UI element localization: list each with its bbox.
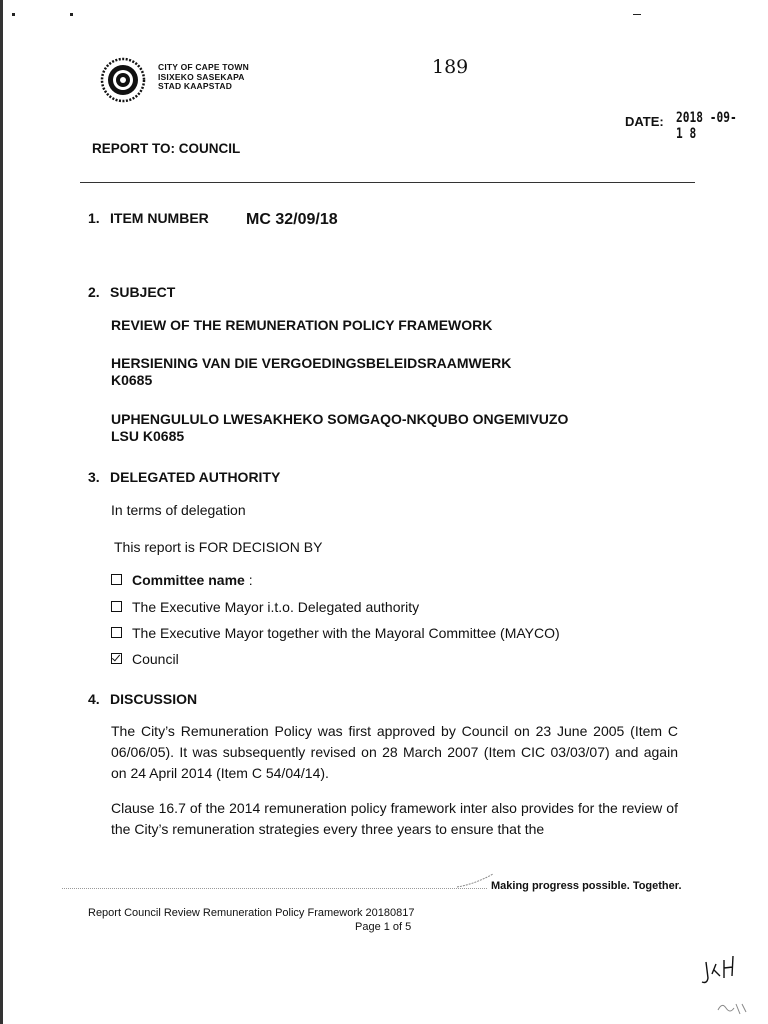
checkbox[interactable] <box>111 574 122 585</box>
option-label: Council <box>132 651 179 667</box>
section-heading: SUBJECT <box>110 284 176 300</box>
discussion-paragraph-2: Clause 16.7 of the 2014 remuneration policy framework inter also provides for the review of the City’s remuneration strategies every three years to ensure that the <box>111 800 678 837</box>
section-heading: ITEM NUMBER <box>110 210 209 226</box>
section-delegated-authority <box>88 469 280 485</box>
option-suffix: : <box>244 572 253 588</box>
org-line-af: STAD KAAPSTAD <box>158 81 233 91</box>
section-number: 3. <box>88 469 100 485</box>
section-heading: DELEGATED AUTHORITY <box>110 469 281 485</box>
option-mayor-mayco <box>111 625 560 641</box>
org-line-xh: ISIXEKO SASEKAPA <box>158 71 245 82</box>
scan-mark <box>70 13 73 16</box>
handwritten-initials-signature <box>700 948 740 988</box>
org-line-en: CITY OF CAPE TOWN <box>158 62 249 72</box>
checked-checkbox[interactable] <box>111 653 122 664</box>
option-label: Committee name <box>132 572 245 588</box>
subject-afrikaans-code: K0685 <box>111 372 153 388</box>
checkbox[interactable] <box>111 601 122 612</box>
footer-dotted-line <box>62 888 487 889</box>
footer-page-number: Page 1 of 5 <box>355 921 412 933</box>
option-executive-mayor <box>111 599 419 615</box>
discussion-paragraph-1: The City’s Remuneration Policy was first approved by Council on 23 June 2005 (Item C 06/06/05). It was subsequently revised on 28 March 2007 (Item CIC 03/03/07) and again on 24 April 2014 (Item C 54/04/14). <box>111 723 678 781</box>
city-logo-icon <box>100 57 146 103</box>
section-number: 2. <box>88 284 100 300</box>
section-number: 1. <box>88 210 100 226</box>
report-to-heading: REPORT TO: COUNCIL <box>92 141 241 156</box>
footer-tagline: Making progress possible. Together. <box>491 880 682 892</box>
checkbox[interactable] <box>111 627 122 638</box>
option-label: The Executive Mayor i.t.o. Delegated authority <box>132 599 420 615</box>
subject-english: REVIEW OF THE REMUNERATION POLICY FRAMEWORK <box>111 317 493 333</box>
section-discussion <box>88 691 197 707</box>
option-council <box>111 651 179 667</box>
date-stamp-value: 2018 -09- 1 8 <box>676 110 737 142</box>
organisation-name <box>158 63 249 92</box>
page-stamp-number: 189 <box>432 56 469 78</box>
section-heading: DISCUSSION <box>110 691 198 707</box>
subject-xhosa-code: LSU K0685 <box>111 428 185 444</box>
scan-edge-line <box>0 0 3 1024</box>
option-committee-name <box>111 572 253 588</box>
subject-afrikaans: HERSIENING VAN DIE VERGOEDINGSBELEIDSRAAMWERK <box>111 355 512 371</box>
footer-document-reference: Report Council Review Remuneration Policy Framework 20180817 <box>88 907 415 919</box>
item-number-value: MC 32/09/18 <box>246 211 338 228</box>
scan-mark <box>633 14 641 15</box>
section-item-number <box>88 210 209 226</box>
delegation-text: In terms of delegation <box>111 502 246 518</box>
decision-by-text: This report is FOR DECISION BY <box>114 539 323 555</box>
section-subject <box>88 284 175 300</box>
header-divider <box>80 182 695 183</box>
date-label: DATE: <box>625 114 664 129</box>
swoosh-icon <box>455 872 495 888</box>
option-label: The Executive Mayor together with the Mayoral Committee (MAYCO) <box>132 625 560 641</box>
subject-xhosa: UPHENGULULO LWESAKHEKO SOMGAQO-NKQUBO ONGEMIVUZO <box>111 411 569 427</box>
scan-scribble-mark <box>716 1000 750 1016</box>
section-number: 4. <box>88 691 100 707</box>
scan-mark <box>12 13 15 16</box>
